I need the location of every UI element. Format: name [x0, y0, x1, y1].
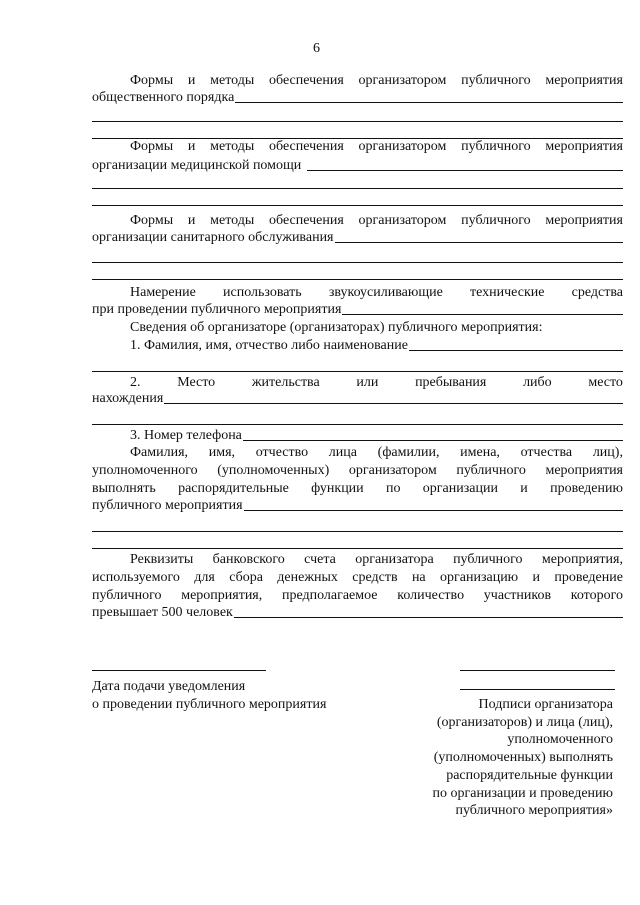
word: обеспечения: [269, 139, 344, 154]
blank-line: [92, 424, 623, 425]
word: использовать: [223, 285, 302, 300]
blank-line: [92, 548, 623, 549]
signature-caption: [353, 696, 613, 820]
word: публичного: [453, 552, 523, 567]
authorized-fill-line: [244, 510, 623, 511]
word: и: [532, 570, 541, 585]
bank-field: [92, 604, 623, 621]
sanitary-heading-line1: [130, 212, 623, 229]
blank-line: [92, 205, 623, 206]
blank-line: [92, 188, 623, 189]
word: лица: [328, 445, 357, 460]
word: организацию: [440, 570, 519, 585]
word: отчества: [520, 445, 573, 460]
word: денежных: [277, 570, 338, 585]
page-number: 6: [313, 41, 320, 56]
item1-fill-line: [409, 350, 623, 351]
word: для: [194, 570, 215, 585]
word: Формы: [130, 139, 174, 154]
date-label-line1: Дата подачи уведомления: [92, 679, 246, 694]
word: организатором: [348, 463, 437, 478]
authorized-field: [92, 497, 623, 514]
order-heading-line2: общественного порядка: [92, 90, 235, 105]
blank-line: [92, 121, 623, 122]
signature-line-text: по организации и проведению: [432, 785, 613, 801]
word: функции: [311, 481, 364, 496]
word: средства: [571, 285, 623, 300]
blank-line: [92, 371, 623, 372]
bank-line2: [92, 569, 623, 586]
signature-line-text: (уполномоченных) выполнять: [433, 750, 613, 766]
word: имя,: [208, 445, 236, 460]
word: организатором: [358, 73, 447, 88]
word: проведению: [550, 481, 623, 496]
signature-line-text: Подписи организатора: [478, 697, 613, 712]
word: методы: [210, 139, 255, 154]
word: организатора: [355, 552, 434, 567]
word: публичного: [461, 213, 531, 228]
item1-label: 1. Фамилия, имя, отчество либо наименование: [130, 338, 408, 353]
word: и: [520, 481, 528, 496]
signature-line-text: уполномоченного: [507, 732, 613, 748]
word: жительства: [251, 375, 320, 390]
authorized-line2: [92, 462, 623, 479]
word: или: [356, 375, 379, 390]
word: пребывания: [415, 375, 487, 390]
word: сбора: [229, 570, 263, 585]
word: выполнять: [92, 481, 156, 496]
order-heading-line1: [130, 72, 623, 89]
item2-line1: [130, 374, 623, 391]
authorized-line4: публичного мероприятия: [92, 498, 243, 513]
word: Реквизиты: [130, 552, 194, 567]
word: и: [187, 139, 196, 154]
word: и: [187, 73, 196, 88]
signature-line-text: (организаторов) и лица (лиц),: [436, 714, 613, 730]
word: публичного: [461, 139, 531, 154]
authorized-line3: [92, 480, 623, 497]
word: мероприятия,: [541, 552, 623, 567]
word: используемого: [92, 570, 180, 585]
word: и: [187, 213, 196, 228]
word: мероприятия: [545, 213, 623, 228]
word: технические: [470, 285, 545, 300]
medical-heading-line1: [130, 138, 623, 155]
word: публичного: [456, 463, 526, 478]
word: обеспечения: [269, 73, 344, 88]
word: (уполномоченных): [217, 463, 330, 478]
word: по: [385, 481, 401, 496]
word: либо: [523, 375, 552, 390]
word: Намерение: [130, 285, 196, 300]
word: место: [588, 375, 623, 390]
word: методы: [210, 213, 255, 228]
word: методы: [210, 73, 255, 88]
sound-heading-field: [92, 301, 623, 318]
word: публичного: [461, 73, 531, 88]
medical-fill-line: [307, 170, 623, 171]
item2-field: [92, 390, 623, 407]
item3-fill-line: [243, 440, 623, 441]
blank-line: [92, 262, 623, 263]
item1-field: [130, 337, 623, 354]
word: мероприятия: [545, 463, 623, 478]
sound-heading-line1: [130, 284, 623, 301]
date-signature-line: [92, 670, 266, 671]
word: количество: [397, 588, 465, 603]
bank-line3: [92, 587, 623, 604]
word: мероприятия,: [181, 588, 263, 603]
word: 2.: [130, 375, 141, 390]
sanitary-heading-line2: организации санитарного обслуживания: [92, 230, 334, 245]
word: звукоусиливающие: [328, 285, 443, 300]
word: проведение: [554, 570, 623, 585]
blank-line: [92, 531, 623, 532]
order-heading-field: [92, 89, 623, 106]
sound-fill-line: [342, 314, 623, 315]
sound-heading-line2: при проведении публичного мероприятия: [92, 302, 342, 317]
item3-field: [130, 427, 623, 444]
signature-line: [460, 689, 615, 690]
word: которого: [570, 588, 623, 603]
word: распорядительные: [178, 481, 289, 496]
word: обеспечения: [269, 213, 344, 228]
word: мероприятия: [545, 139, 623, 154]
signature-line-text: распорядительные функции: [446, 767, 613, 783]
word: Формы: [130, 73, 174, 88]
word: организации: [422, 481, 498, 496]
word: участников: [483, 588, 552, 603]
word: счета: [304, 552, 336, 567]
order-fill-line: [235, 102, 623, 103]
word: Фамилия,: [130, 445, 189, 460]
word: организатором: [358, 139, 447, 154]
word: лиц),: [592, 445, 623, 460]
word: банковского: [212, 552, 285, 567]
item2-fill-line: [164, 403, 623, 404]
word: на: [411, 570, 426, 585]
sanitary-fill-line: [335, 242, 624, 243]
word: уполномоченного: [92, 463, 198, 478]
authorized-line1: [130, 444, 623, 461]
word: (фамилии,: [377, 445, 440, 460]
organizer-header: Сведения об организаторе (организаторах) публичного мероприятия:: [130, 320, 543, 335]
medical-heading-field: [92, 157, 623, 174]
word: организатором: [358, 213, 447, 228]
word: мероприятия: [545, 73, 623, 88]
word: средств: [352, 570, 398, 585]
word: предполагаемое: [281, 588, 378, 603]
medical-heading-line2: организации медицинской помощи: [92, 158, 302, 173]
bank-line1: [130, 551, 623, 568]
word: отчество: [255, 445, 309, 460]
item2-line2: нахождения: [92, 391, 164, 406]
bank-line4: превышает 500 человек: [92, 605, 233, 620]
sanitary-heading-field: [92, 229, 623, 246]
item3-label: 3. Номер телефона: [130, 428, 242, 443]
word: имена,: [460, 445, 500, 460]
word: Формы: [130, 213, 174, 228]
word: Место: [177, 375, 216, 390]
signature-line: [460, 670, 615, 671]
signature-line-text: публичного мероприятия»: [455, 803, 613, 819]
date-label-line2: о проведении публичного мероприятия: [92, 697, 327, 712]
bank-fill-line: [234, 617, 623, 618]
blank-line: [92, 279, 623, 280]
word: публичного: [92, 588, 162, 603]
